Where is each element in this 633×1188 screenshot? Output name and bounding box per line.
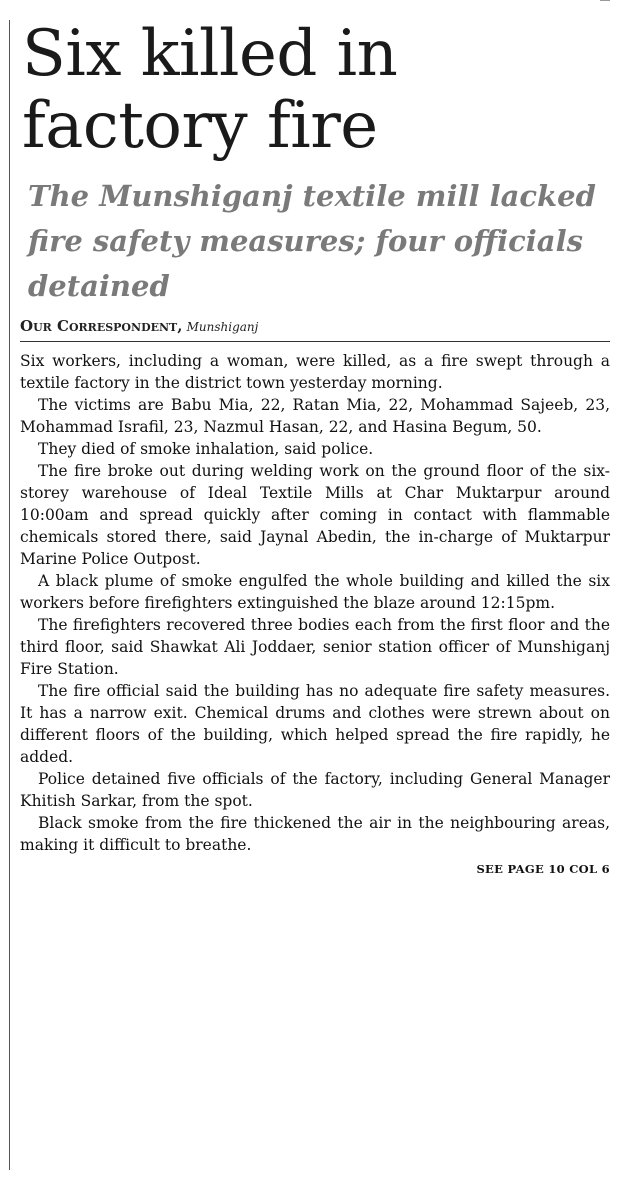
- article-body: [20, 350, 610, 856]
- paragraph: A black plume of smoke engulfed the whole building and killed the six workers before firefighters extinguished the blaze around 12:15pm.: [20, 572, 610, 612]
- headline: Six killed in factory fire: [22, 17, 398, 163]
- paragraph: Six workers, including a woman, were killed, as a fire swept through a textile factory in the district town yesterday morning.: [20, 352, 610, 392]
- top-rule: [600, 0, 610, 1]
- column-rule: [9, 20, 10, 1170]
- byline: [20, 317, 610, 335]
- byline-place: Munshiganj: [186, 320, 259, 334]
- paragraph: Police detained five officials of the factory, including General Manager Khitish Sarkar, from the spot.: [20, 770, 610, 810]
- continuation-jump: SEE PAGE 10 COL 6: [476, 862, 610, 876]
- paragraph: The victims are Babu Mia, 22, Ratan Mia, 22, Mohammad Sajeeb, 23, Mohammad Israfil, 23, Nazmul Hasan, 22, and Hasina Begum, 50.: [20, 396, 610, 436]
- paragraph: The firefighters recovered three bodies each from the first floor and the third floor, said Shawkat Ali Joddaer, senior station officer of Munshiganj Fire Station.: [20, 616, 610, 678]
- article: [20, 18, 610, 876]
- byline-name: Our Correspondent,: [20, 317, 183, 335]
- paragraph: They died of smoke inhalation, said police.: [38, 440, 374, 458]
- paragraph: The fire official said the building has no adequate fire safety measures. It has a narrow exit. Chemical drums and clothes were strewn about on different floors of the building, which helped spread the fire rapidly, he added.: [20, 682, 610, 766]
- paragraph: Black smoke from the fire thickened the air in the neighbouring areas, making it difficult to breathe.: [20, 814, 610, 854]
- deck: The Munshiganj textile mill lacked fire safety measures; four officials detained: [28, 179, 596, 303]
- paragraph: The fire broke out during welding work on the ground floor of the six-storey warehouse of Ideal Textile Mills at Char Muktarpur around 10:00am and spread quickly after coming in contact with flammable chemicals stored there, said Jaynal Abedin, the in-charge of Muktarpur Marine Police Outpost.: [20, 462, 610, 568]
- byline-divider: [20, 341, 610, 342]
